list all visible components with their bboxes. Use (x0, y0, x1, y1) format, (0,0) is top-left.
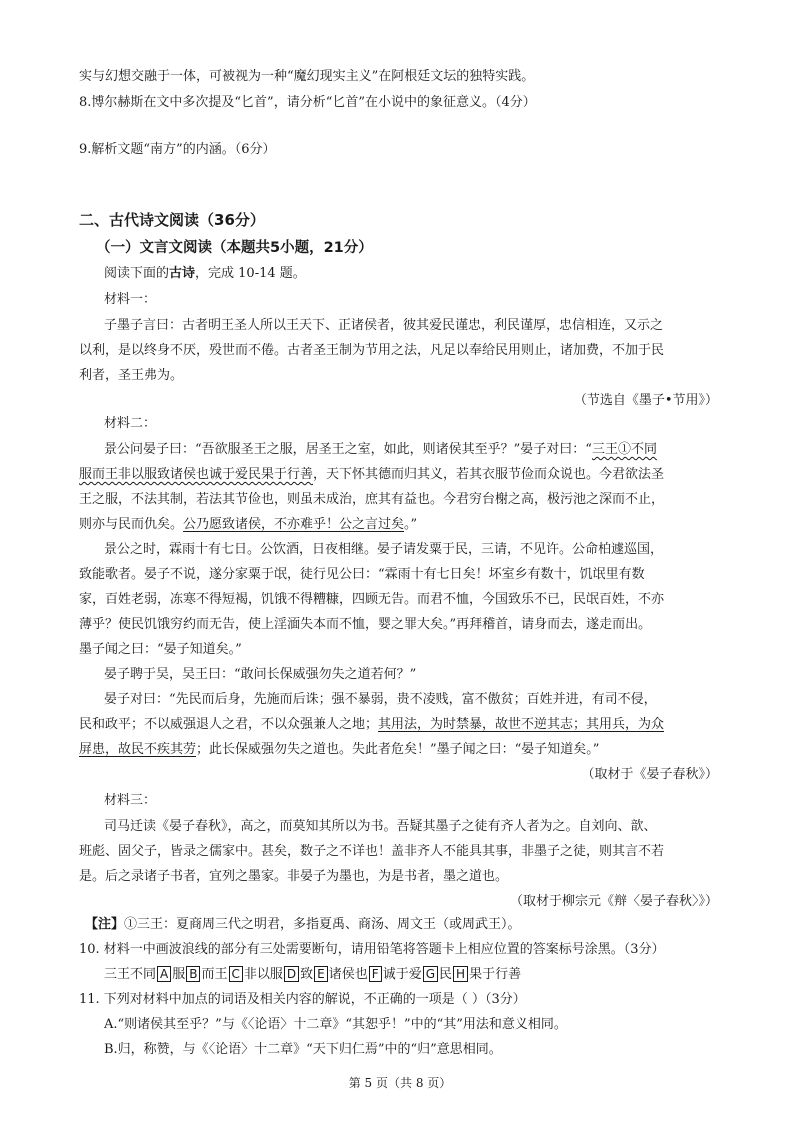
sentence-segment: 民 (439, 967, 453, 982)
material-2-text: 景公问晏子曰：“吾欲服圣王之服，居圣王之室，如此，则诸侯其至乎？”晏子对曰：“ (104, 442, 592, 457)
question-8: 8.博尔赫斯在文中多次提及“匕首”，请分析“匕首”在小说中的象征意义。（4分） (79, 95, 536, 110)
material-2-line (79, 741, 599, 759)
underlined-text: 其用法，为时禁暴，故世不逆其志；其用兵，为众 (378, 717, 665, 732)
material-1-line: 以利，是以终身不厌，殁世而不倦。古者圣王制为节用之法，凡足以奉给民用则止，诸加费，不加于民 (79, 343, 665, 358)
answer-option-box[interactable]: B (186, 966, 200, 982)
wavy-underlined-text: 三王①不同 (591, 442, 657, 457)
material-2-label: 材料二： (104, 416, 157, 431)
question-11-option-b: B.归，称赞，与《〈论语〉十二章》“天下归仁焉”中的“归”意思相同。 (104, 1042, 502, 1057)
instruction-text-end: ，完成 10-14 题。 (195, 266, 306, 281)
section-heading-2: 二、古代诗文阅读（36分） (79, 211, 265, 229)
answer-option-box[interactable]: D (284, 966, 299, 982)
note-label: 【注】 (85, 917, 125, 932)
question-11-option-a: A.“则诸侯其至乎？”与《〈论语〉十二章》“其恕乎！”中的“其”用法和意义相同。 (104, 1017, 567, 1032)
reading-instruction (104, 265, 306, 283)
material-2-line: 致能歌者。晏子不说，遂分家粟于氓，徒行见公曰：“霖雨十有七日矣！坏室乡有数十，饥氓里有数 (79, 567, 645, 582)
material-2-line (79, 716, 664, 734)
material-2-line (104, 441, 657, 459)
underlined-text: 屏患，故民不疾其劳 (79, 742, 197, 757)
sentence-segment: 三王不同 (104, 967, 157, 982)
material-3-line: 是。后之录诸子书者，宜列之墨家。非晏子为墨也，为是书者，墨之道也。 (79, 869, 509, 884)
material-2-line: 晏子对曰：“先民而后身，先施而后诛；强不暴弱，贵不凌贱，富不傲贫；百姓并进，有司不侵， (104, 692, 657, 707)
material-2-line: 墨子闻之曰：“晏子知道矣。” (79, 642, 242, 657)
question-10-sentence (104, 966, 521, 984)
sentence-segment: 而王 (201, 967, 228, 982)
material-2-text: ；此长保威强勿失之道也。失此者危矣！”墨子闻之曰：“晏子知道矣。” (196, 742, 600, 757)
sentence-segment: 非以服 (243, 967, 283, 982)
sentence-segment: 诸侯也 (328, 967, 368, 982)
instruction-text: 阅读下面的 (104, 266, 170, 281)
material-3-source: （取材于柳宗元《辩〈晏子春秋〉》） (509, 894, 718, 909)
material-2-text: 。” (404, 517, 418, 532)
sentence-segment: 诚于爱 (382, 967, 422, 982)
underlined-text: 公乃愿致诸侯，不亦难乎！公之言过矣 (183, 517, 405, 532)
material-3-label: 材料三： (104, 793, 157, 808)
question-9: 9.解析文题“南方”的内涵。（6分） (79, 142, 276, 157)
subsection-heading: （一）文言文阅读（本题共5小题，21分） (96, 240, 373, 256)
page-footer: 第 5 页（共 8 页） (348, 1076, 452, 1090)
answer-option-box[interactable]: H (453, 966, 468, 982)
material-2-line (79, 466, 664, 484)
material-2-line: 晏子聘于吴，吴王曰：“敢问长保威强勿失之道若何？” (104, 667, 417, 682)
material-3-line: 班彪、固父子，皆录之儒家中。甚矣，数子之不详也！盖非齐人不能具其事，非墨子之徒，则其言不若 (79, 844, 665, 859)
material-1-line: 利者，圣王弗为。 (79, 368, 184, 383)
wavy-underlined-text: 服而王非以服致诸侯也诚于爱民果于行善 (79, 467, 314, 482)
answer-option-box[interactable]: A (157, 966, 171, 982)
answer-option-box[interactable]: C (229, 966, 243, 982)
sentence-segment: 服 (172, 967, 186, 982)
question-11: 11. 下列对材料中加点的词语及相关内容的解说，不正确的一项是（ ）（3分） (79, 992, 526, 1007)
material-2-text: 民和政平；不以威强退人之君，不以众强兼人之地； (79, 717, 379, 732)
material-2-line (79, 516, 417, 534)
material-2-line: 薄乎？使民饥饿穷约而无告，使上淫湎失本而不恤，婴之罪大矣。”再拜稽首，请身而去，遂走而出。 (79, 617, 652, 632)
question-10: 10. 材料一中画波浪线的部分有三处需要断句，请用铅笔将答题卡上相应位置的答案标号涂黑。（3分） (79, 942, 665, 957)
material-3-line: 司马迁读《晏子春秋》，高之，而莫知其所以为书。吾疑其墨子之徒有齐人者为之。自刘向、歆、 (104, 819, 657, 834)
material-2-line: 景公之时，霖雨十有七日。公饮酒，日夜相继。晏子请发粟于民，三请，不见许。公命柏遽巡国， (104, 542, 664, 557)
material-2-line: 家，百姓老弱，冻寒不得短褐，饥饿不得糟糠，四顾无告。而君不恤，今国致乐不已，民氓百姓，不亦 (79, 592, 665, 607)
material-2-text: ，天下怀其德而归其义，若其衣服节俭而众说也。今君欲法圣 (313, 467, 665, 482)
sentence-segment: 果于行善 (469, 967, 522, 982)
annotation-note (85, 916, 521, 934)
material-2-line: 王之服，不法其制，若法其节俭也，则虽未成治，庶其有益也。今君穷台榭之高，极污池之深而不止， (79, 492, 665, 507)
material-2-text: 则亦与民而仇矣。 (79, 517, 184, 532)
answer-option-box[interactable]: E (314, 966, 328, 982)
answer-option-box[interactable]: F (369, 966, 382, 982)
instruction-bold: 古诗 (169, 266, 196, 281)
answer-option-box[interactable]: G (423, 966, 438, 982)
material-1-label: 材料一： (104, 292, 157, 307)
note-text: ①三王：夏商周三代之明君，多指夏禹、商汤、周文王（或周武王）。 (124, 917, 521, 932)
sentence-segment: 致 (300, 967, 314, 982)
paragraph-line: 实与幻想交融于一体，可被视为一种“魔幻现实主义”在阿根廷文坛的独特实践。 (79, 69, 535, 84)
material-2-source: （取材于《晏子春秋》） (581, 767, 718, 782)
material-1-line: 子墨子言曰：古者明王圣人所以王天下、正诸侯者，彼其爱民谨忠，利民谨厚，忠信相连，又示之 (104, 318, 664, 333)
material-1-source: （节选自《墨子•节用》） (573, 393, 718, 408)
